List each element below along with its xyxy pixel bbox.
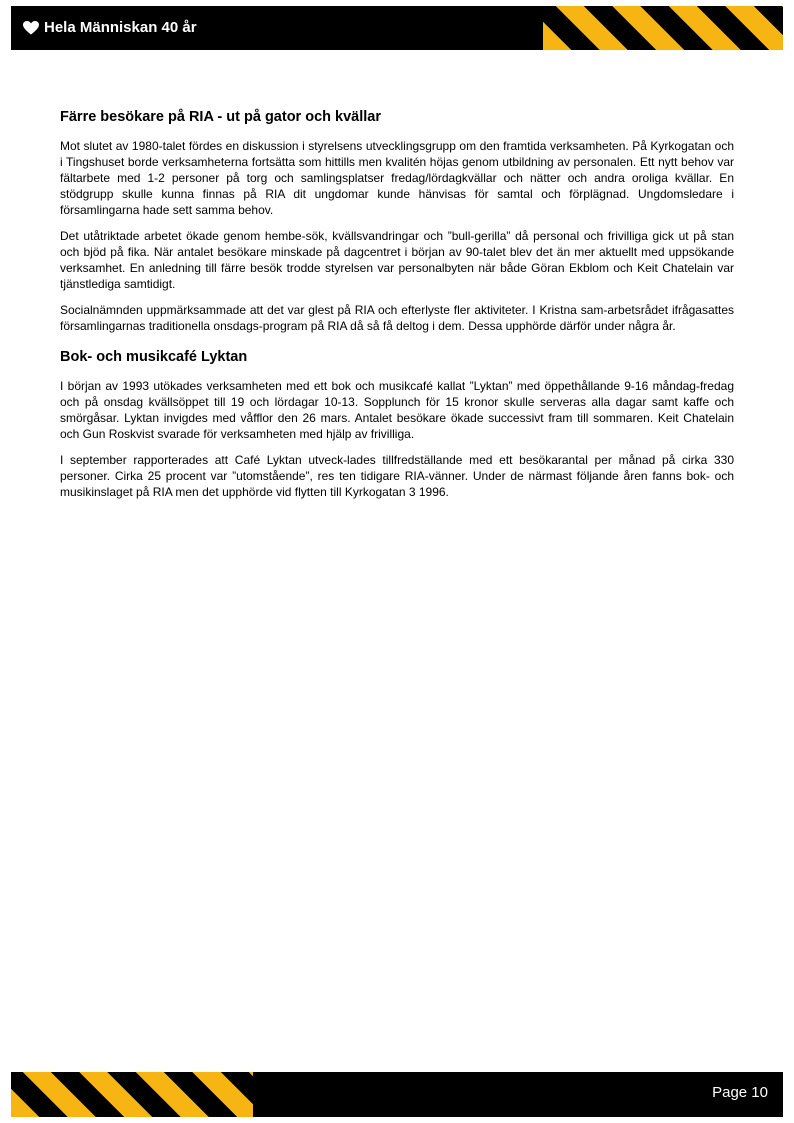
heart-icon: [23, 21, 39, 35]
header-title-group: [23, 6, 197, 50]
paragraph: Mot slutet av 1980-talet fördes en diskussion i styrelsens utvecklingsgrupp om den framtida verksamheten. På Kyrkogatan och i Tingshuset borde verksamheterna fortsätta som hittills men kvalitén höjas genom utbildning av personalen. Ett nytt behov var fältarbete med 1-2 personer på torg och samlingsplatser fredag/lördagkvällar och nätter och andra oroliga kvällar. En stödgrupp skulle kunna finnas på RIA dit ungdomar kunde hänvisas för samtal och förplägnad. Ungdomsledare i församlingarna hade sett samma behov.: [60, 138, 734, 217]
hazard-stripes-decoration: [11, 1072, 253, 1117]
paragraph: I början av 1993 utökades verksamheten med ett bok och musikcafé kallat ”Lyktan” med öppethållande 9-16 måndag-fredag och på onsdag kvällsöppet till 19 och lördagar 10-13. Sopplunch för 15 kronor skulle serveras alla dagar samt kaffe och smörgåsar. Lyktan invigdes med våfflor den 26 mars. Antalet besökare ökade successivt fram till sommaren. Keit Chatelain och Gun Roskvist svarade för verksamheten med hjälp av frivilliga.: [60, 378, 734, 441]
article-content: [60, 108, 734, 510]
footer-bar: [11, 1072, 783, 1117]
paragraph: I september rapporterades att Café Lyktan utveck-lades tillfredställande med ett besökarantal per månad på cirka 330 personer. Cirka 25 procent var ”utomstående”, res ten tidigare RIA-vänner. Under de närmast följande åren fanns bok- och musikinslaget på RIA men det upphörde vid flytten till Kyrkogatan 3 1996.: [60, 452, 734, 499]
hazard-stripes-decoration: [543, 6, 783, 50]
document-title: Hela Människan 40 år: [44, 19, 197, 36]
section-heading: Bok- och musikcafé Lyktan: [60, 348, 248, 365]
header-bar: [11, 6, 783, 50]
section-heading: Färre besökare på RIA - ut på gator och kvällar: [60, 109, 381, 125]
page-number: Page 10: [712, 1084, 768, 1101]
paragraph: Socialnämnden uppmärksammade att det var glest på RIA och efterlyste fler aktiviteter. I Kristna sam-arbetsrådet ifrågasattes församlingarnas traditionella onsdags-program på RIA då så få deltog i dem. Dessa upphörde därför under några år.: [60, 302, 734, 333]
paragraph: Det utåtriktade arbetet ökade genom hembe-sök, kvällsvandringar och ”bull-gerilla” då personal och frivilliga gick ut på stan och bjöd på fika. När antalet besökare minskade på dagcentret i början av 90-talet blev det än mer aktuellt med uppsökande verksamhet. En anledning till färre besök trodde styrelsen var personalbyten när både Göran Ekblom och Keit Chatelain var tjänstlediga samtidigt.: [60, 228, 734, 291]
